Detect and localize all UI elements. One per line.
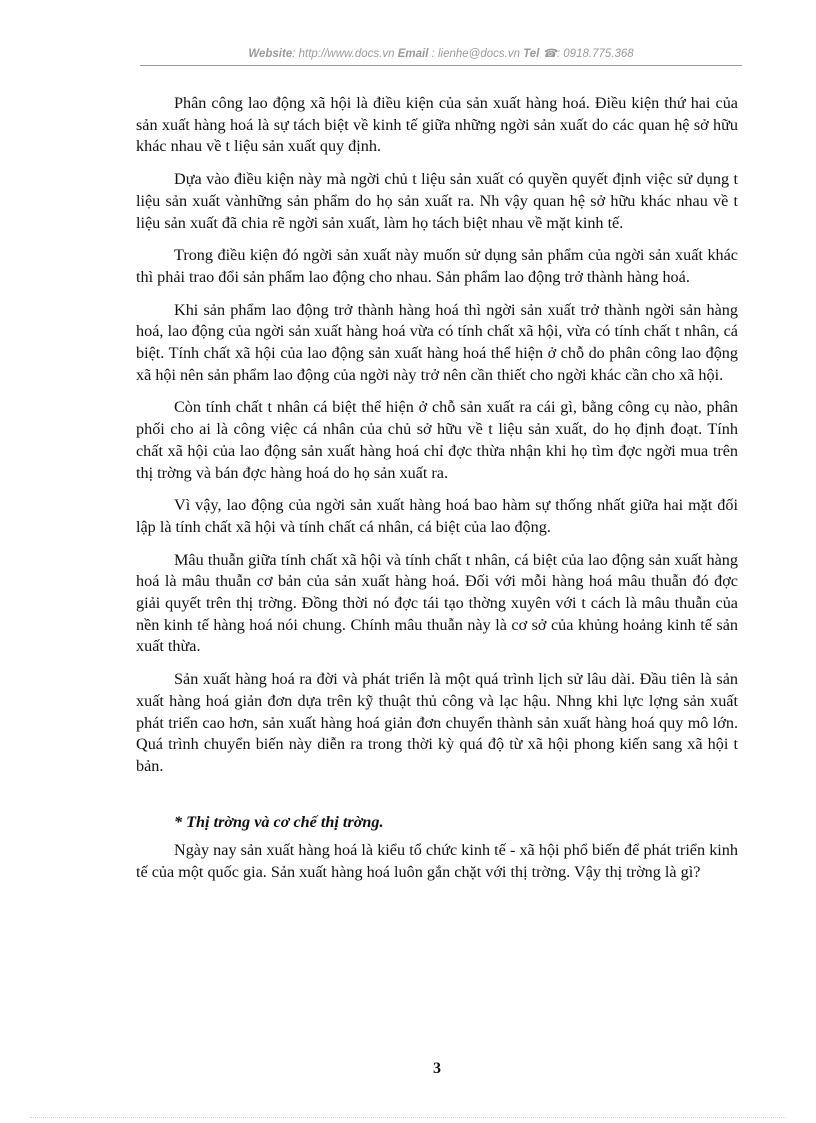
section-paragraph: Ngày nay sản xuất hàng hoá là kiểu tổ chức kinh tế - xã hội phổ biến để phát triển kinh tế của một quốc gia. Sản xuất hàng hoá luôn gắn chặt với thị trờng. Vậy thị trờng là gì?	[136, 841, 738, 882]
document-body	[136, 93, 738, 895]
tel-value: ☎: 0918.775.368	[539, 48, 634, 60]
paragraph-7: Mâu thuẫn giữa tính chất xã hội và tính chất t nhân, cá biệt của lao động sản xuất hàng hoá là mâu thuẫn cơ bản của sản xuất hàng hoá. Đối với mỗi hàng hoá mâu thuẫn đó đợc giải quyết trên thị trờng. Đồng thời nó đợc tái tạo thờng xuyên với t cách là mâu thuẫn của nền kinh tế hàng hoá nói chung. Chính mâu thuẫn này là cơ sở của khủng hoảng kinh tế sản xuất thừa.	[136, 550, 738, 656]
email-label: Email	[397, 48, 429, 60]
email-value: : lienhe@docs.vn	[428, 48, 524, 60]
paragraph-3: Trong điều kiện đó ngời sản xuất này muốn sử dụng sản phẩm của ngời sản xuất khác thì phải trao đổi sản phẩm lao động cho nhau. Sản phẩm lao động trở thành hàng hoá.	[136, 246, 738, 286]
website-label: Website	[248, 48, 293, 60]
section-heading: * Thị trờng và cơ chế thị trờng.	[174, 812, 384, 831]
page-header	[140, 46, 742, 60]
footer-divider	[30, 1117, 786, 1118]
tel-label: Tel	[523, 48, 540, 60]
header-divider	[140, 65, 742, 66]
paragraph-8: Sản xuất hàng hoá ra đời và phát triển là một quá trình lịch sử lâu dài. Đầu tiên là sản xuất hàng hoá giản đơn dựa trên kỹ thuật thủ công và lạc hậu. Nhng khi lực lợng sản xuất phát triển cao hơn, sản xuất hàng hoá giản đơn chuyển thành sản xuất hàng hoá quy mô lớn. Quá trình chuyển biến này diễn ra trong thời kỳ quá độ từ xã hội phong kiến sang xã hội t bản.	[136, 670, 738, 775]
paragraph-1: Phân công lao động xã hội là điều kiện của sản xuất hàng hoá. Điều kiện thứ hai của sản xuất hàng hoá là sự tách biệt về kinh tế giữa những ngời sản xuất do các quan hệ sở hữu khác nhau về t liệu sản xuất quy định.	[136, 94, 738, 156]
paragraph-6: Vì vậy, lao động của ngời sản xuất hàng hoá bao hàm sự thống nhất giữa hai mặt đối lập là tính chất xã hội và tính chất cá nhân, cá biệt của lao động.	[136, 496, 738, 536]
paragraph-5: Còn tính chất t nhân cá biệt thể hiện ở chỗ sản xuất ra cái gì, bằng công cụ nào, phân phối cho ai là công việc cá nhân của chủ sở hữu về t liệu sản xuất, do họ định đoạt. Tính chất xã hội của lao động sản xuất hàng hoá chỉ đợc thừa nhận khi họ tìm đợc ngời mua trên thị trờng và bán đợc hàng hoá do họ sản xuất ra.	[136, 398, 738, 482]
page-number: 3	[433, 1060, 441, 1077]
paragraph-4: Khi sản phẩm lao động trở thành hàng hoá thì ngời sản xuất trở thành ngời sản hàng hoá, lao động của ngời sản xuất hàng hoá vừa có tính chất xã hội, vừa có tính chất t nhân, cá biệt. Tính chất xã hội của lao động sản xuất hàng hoá thể hiện ở chỗ do phân công lao động xã hội nên sản phẩm lao động của ngời này trở nên cần thiết cho ngời khác cần cho xã hội.	[136, 300, 738, 384]
website-value: : http://www.docs.vn	[292, 48, 398, 60]
paragraph-2: Dựa vào điều kiện này mà ngời chủ t liệu sản xuất có quyền quyết định việc sử dụng t liệu sản xuất vànhững sản phẩm do họ sản xuất ra. Nh vậy quan hệ sở hữu khác nhau về t liệu sản xuất đã chia rẽ ngời sản xuất, làm họ tách biệt nhau về mặt kinh tế.	[136, 170, 738, 232]
